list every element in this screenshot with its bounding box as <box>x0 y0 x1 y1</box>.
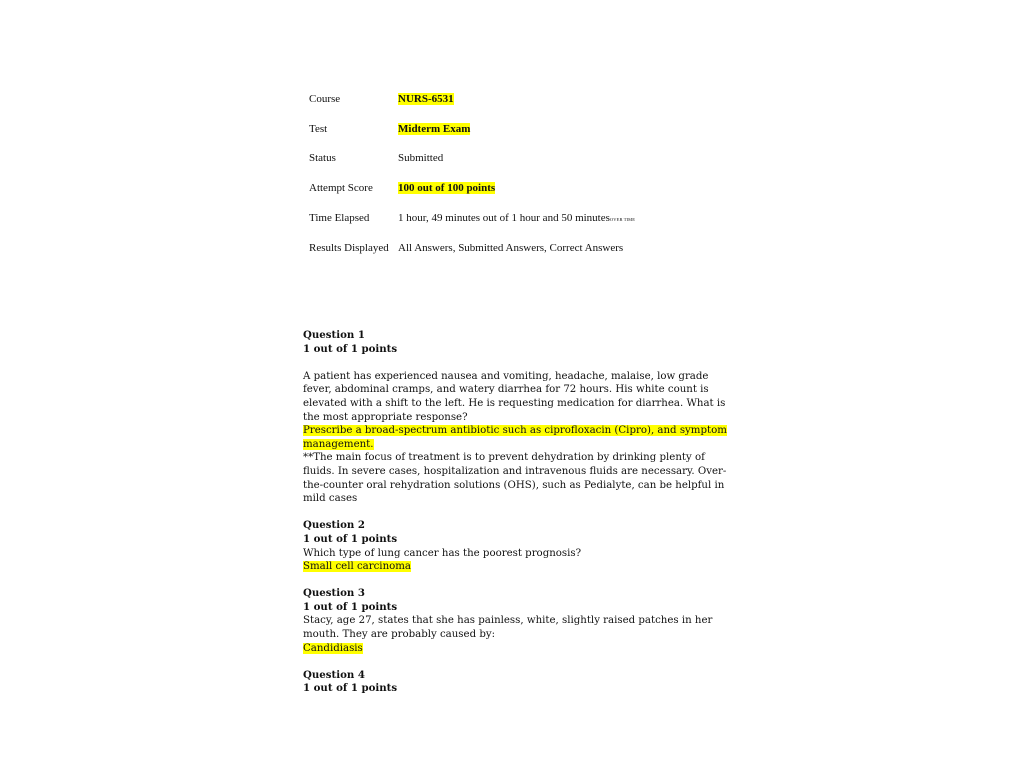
score-label: Attempt Score <box>309 182 373 195</box>
status-value: Submitted <box>398 152 444 165</box>
question-text: Which type of lung cancer has the poorest prognosis? <box>303 547 582 559</box>
answer-highlight: Candidiasis <box>303 642 363 654</box>
status-row <box>309 144 635 174</box>
time-value <box>398 212 635 224</box>
question-2 <box>303 519 733 573</box>
score-row <box>309 173 635 203</box>
results-value: All Answers, Submitted Answers, Correct Answers <box>398 241 624 254</box>
course-row <box>309 84 635 114</box>
answer-highlight: Small cell carcinoma <box>303 561 411 573</box>
test-value: Midterm Exam <box>398 122 471 135</box>
question-text: Stacy, age 27, states that she has painless, white, slightly raised patches in her mouth. They are probably caused by: <box>303 615 713 641</box>
time-elapsed-text: 1 hour, 49 minutes out of 1 hour and 50 minutes <box>398 212 610 225</box>
overtime-flag: OVER TIME <box>609 217 636 223</box>
answer-highlight: Prescribe a broad-spectrum antibiotic such as ciprofloxacin (Cipro), and symptom management. <box>303 425 727 450</box>
question-title: Question 3 <box>303 587 365 600</box>
question-points: 1 out of 1 points <box>303 682 398 695</box>
attempt-summary <box>309 84 635 263</box>
results-row <box>309 233 635 263</box>
question-points: 1 out of 1 points <box>303 532 398 545</box>
score-value: 100 out of 100 points <box>398 182 496 195</box>
test-row <box>309 114 635 144</box>
question-3 <box>303 587 733 655</box>
question-title: Question 2 <box>303 519 365 532</box>
time-label: Time Elapsed <box>309 212 370 225</box>
question-list <box>303 329 733 710</box>
answer-rationale: **The main focus of treatment is to prevent dehydration by drinking plenty of fluids. In severe cases, hospitalization and intravenous fluids are necessary. Over-the-counter oral rehydration solutions (OHS), such as Pedialyte, can be helpful in mild cases <box>303 452 727 505</box>
question-title: Question 4 <box>303 668 365 681</box>
test-label: Test <box>309 122 328 135</box>
question-answer <box>303 642 733 656</box>
question-answer <box>303 560 733 574</box>
course-value: NURS-6531 <box>398 92 454 105</box>
question-4 <box>303 669 733 696</box>
question-text: A patient has experienced nausea and vomiting, headache, malaise, low grade fever, abdominal cramps, and watery diarrhea for 72 hours. His white count is elevated with a shift to the left. He is requesting medication for diarrhea. What is the most appropriate response? <box>303 370 726 423</box>
question-points: 1 out of 1 points <box>303 342 398 355</box>
course-label: Course <box>309 92 341 105</box>
question-title: Question 1 <box>303 329 365 341</box>
results-label: Results Displayed <box>309 241 389 254</box>
time-row <box>309 203 635 233</box>
question-1 <box>303 329 733 506</box>
question-points: 1 out of 1 points <box>303 600 398 613</box>
question-answer <box>303 424 733 451</box>
status-label: Status <box>309 152 336 165</box>
